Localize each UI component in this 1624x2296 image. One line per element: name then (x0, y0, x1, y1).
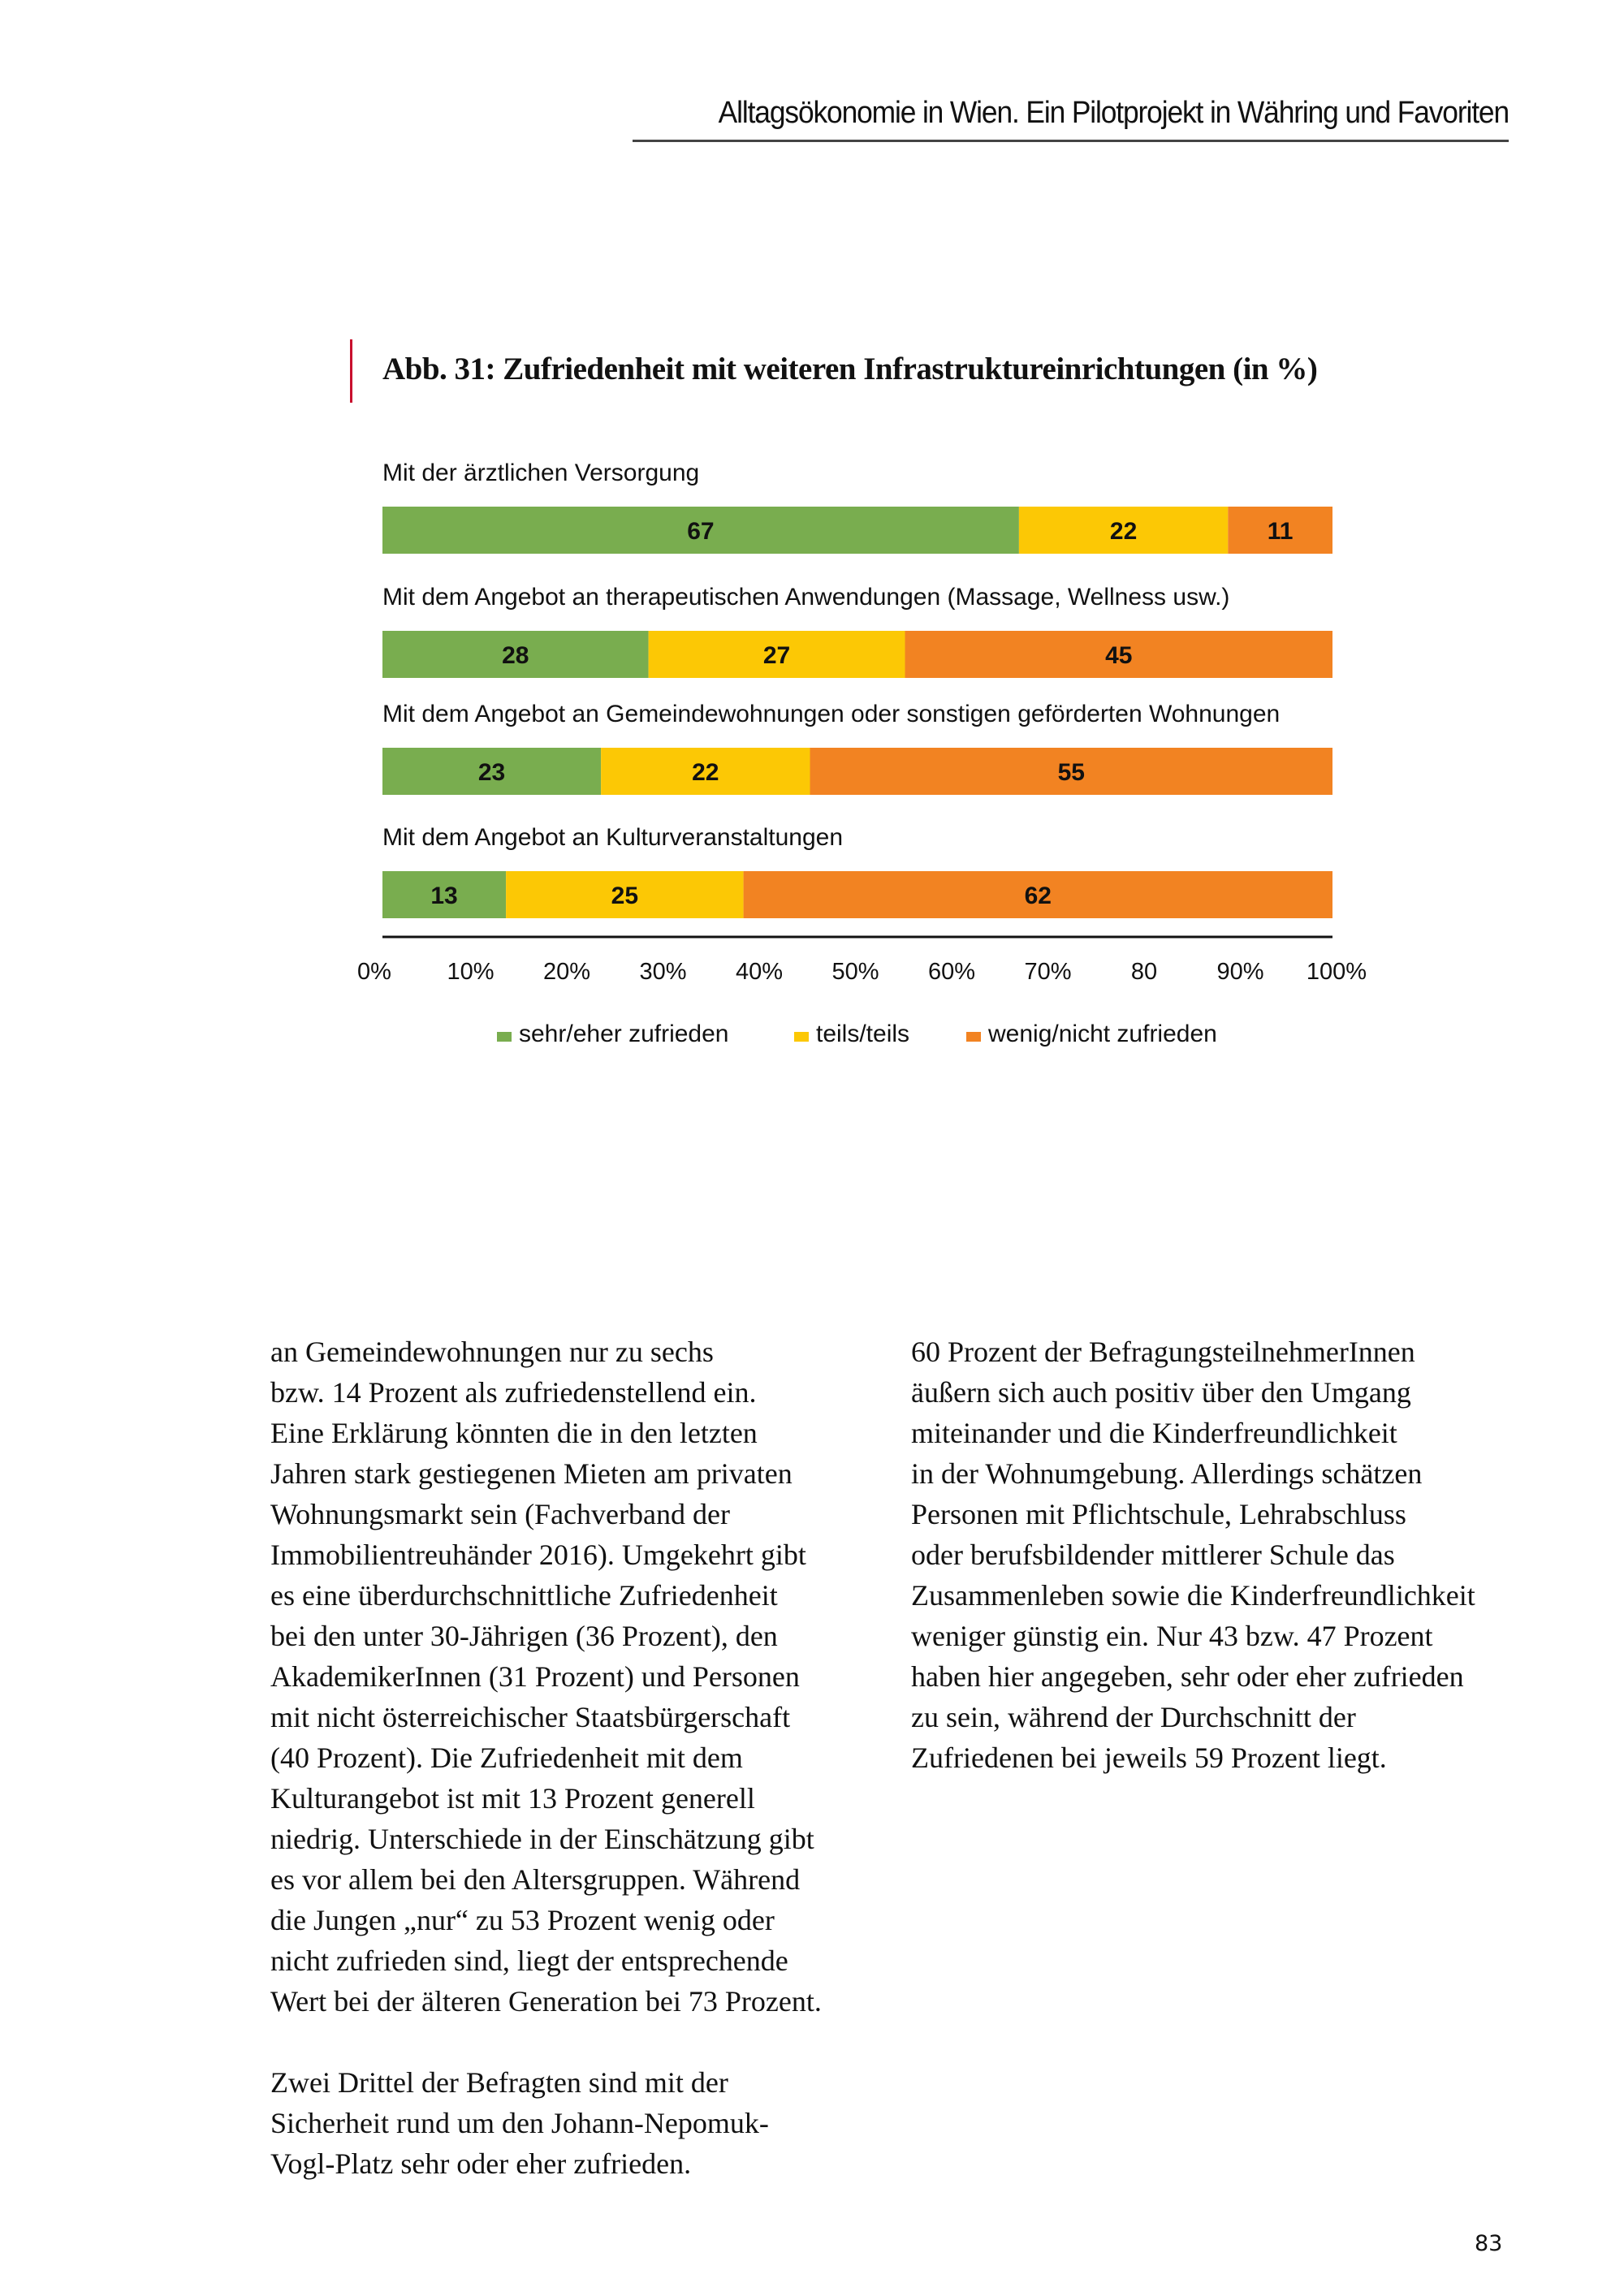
category-label: Mit der ärztlichen Versorgung (382, 460, 700, 486)
text-line: 60 Prozent der BefragungsteilnehmerInnen (911, 1336, 1415, 1368)
text-line: Sicherheit rund um den Johann-Nepomuk- (270, 2107, 769, 2139)
data-label: 23 (477, 759, 506, 786)
text-line: nicht zufrieden sind, liegt der entsprechende (270, 1944, 788, 1977)
x-tick-label: 90% (1216, 959, 1264, 985)
body-column-right (911, 1331, 1475, 1819)
data-label: 11 (1267, 518, 1294, 545)
text-line: in der Wohnumgebung. Allerdings schätzen (911, 1457, 1423, 1490)
body-column-left (270, 1331, 822, 2225)
data-label: 13 (430, 883, 458, 909)
text-line: es eine überdurchschnittliche Zufriedenheit (270, 1579, 778, 1612)
text-line: Vogl-Platz sehr oder eher zufrieden. (270, 2147, 692, 2180)
text-line: zu sein, während der Durchschnitt der (911, 1701, 1356, 1733)
paragraph (911, 1331, 1475, 1778)
text-line: oder berufsbildender mittlerer Schule das (911, 1539, 1395, 1571)
text-line: es vor allem bei den Altersgruppen. Während (270, 1863, 801, 1896)
x-tick-label: 50% (831, 959, 879, 985)
text-line: Wohnungsmarkt sein (Fachverband der (270, 1498, 730, 1530)
x-tick-label: 20% (542, 959, 591, 985)
x-tick-label: 0% (357, 959, 391, 985)
x-tick-label: 80 (1130, 959, 1158, 985)
text-line: Zwei Drittel der Befragten sind mit der (270, 2066, 728, 2099)
text-line: miteinander und die Kinderfreundlichkeit (911, 1417, 1397, 1449)
data-label: 55 (1057, 759, 1085, 786)
x-tick-label: 100% (1306, 959, 1367, 985)
category-label: Mit dem Angebot an Gemeindewohnungen oder sonstigen geförderten Wohnungen (382, 701, 1281, 727)
text-line: Zusammenleben sowie die Kinderfreundlichkeit (911, 1579, 1475, 1612)
data-label: 28 (502, 642, 529, 669)
legend-swatch (966, 1032, 981, 1042)
text-line: weniger günstig ein. Nur 43 bzw. 47 Prozent (911, 1620, 1433, 1652)
x-tick-label: 30% (639, 959, 687, 985)
text-line: Personen mit Pflichtschule, Lehrabschluss (911, 1498, 1406, 1530)
legend-label: wenig/nicht zufrieden (988, 1021, 1217, 1047)
x-tick-label: 40% (735, 959, 784, 985)
data-label: 62 (1024, 883, 1052, 909)
paragraph (270, 2062, 822, 2184)
text-line: bei den unter 30-Jährigen (36 Prozent), den (270, 1620, 778, 1652)
text-line: haben hier angegeben, sehr oder eher zufrieden (911, 1660, 1464, 1693)
data-label: 25 (611, 883, 639, 909)
data-label: 27 (762, 642, 791, 669)
text-line: Wert bei der älteren Generation bei 73 Prozent. (270, 1985, 822, 2018)
text-line: niedrig. Unterschiede in der Einschätzung gibt (270, 1823, 814, 1855)
x-tick-label: 70% (1024, 959, 1072, 985)
text-line: mit nicht österreichischer Staatsbürgerschaft (270, 1701, 791, 1733)
paragraph (270, 1331, 822, 2022)
figure-title: Abb. 31: Zufriedenheit mit weiteren Infrastruktureinrichtungen (in %) (382, 352, 1318, 386)
text-line: Immobilientreuhänder 2016). Umgekehrt gibt (270, 1539, 806, 1571)
x-tick-label: 60% (927, 959, 976, 985)
legend-label: sehr/eher zufrieden (519, 1021, 729, 1047)
text-line: AkademikerInnen (31 Prozent) und Personen (270, 1660, 800, 1693)
text-line: Jahren stark gestiegenen Mieten am privaten (270, 1457, 793, 1490)
data-label: 45 (1105, 642, 1133, 669)
page-number: 83 (1475, 2231, 1503, 2256)
data-label: 22 (692, 759, 719, 786)
category-label: Mit dem Angebot an therapeutischen Anwendungen (Massage, Wellness usw.) (382, 584, 1230, 611)
data-label: 67 (687, 518, 715, 545)
text-line: an Gemeindewohnungen nur zu sechs (270, 1336, 714, 1368)
text-line: bzw. 14 Prozent als zufriedenstellend ein. (270, 1376, 757, 1409)
category-label: Mit dem Angebot an Kulturveranstaltungen (382, 824, 844, 851)
legend-swatch (497, 1032, 512, 1042)
stacked-bar-chart (0, 0, 1624, 1072)
x-tick-label: 10% (447, 959, 495, 985)
text-line: Zufriedenen bei jeweils 59 Prozent liegt. (911, 1741, 1387, 1774)
text-line: (40 Prozent). Die Zufriedenheit mit dem (270, 1741, 743, 1774)
text-line: Eine Erklärung könnten die in den letzten (270, 1417, 758, 1449)
text-line: Kulturangebot ist mit 13 Prozent generell (270, 1782, 755, 1815)
running-header-title: Alltagsökonomie in Wien. Ein Pilotprojekt in Währing und Favoriten (718, 96, 1509, 130)
data-label: 22 (1109, 518, 1138, 545)
legend-swatch (794, 1032, 809, 1042)
text-line: die Jungen „nur“ zu 53 Prozent wenig oder (270, 1904, 775, 1936)
legend-label: teils/teils (816, 1021, 910, 1047)
text-line: äußern sich auch positiv über den Umgang (911, 1376, 1411, 1409)
